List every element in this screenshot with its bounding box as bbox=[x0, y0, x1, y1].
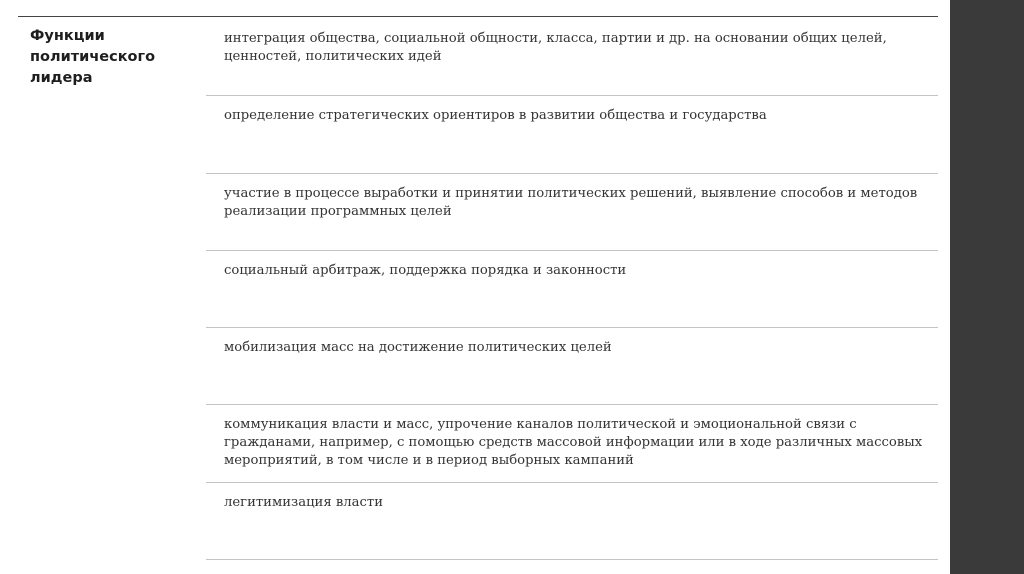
table-heading: Функции политического лидера bbox=[30, 28, 156, 86]
top-rule bbox=[18, 16, 938, 17]
list-item: легитимизация власти bbox=[206, 483, 938, 560]
list-item: участие в процессе выработки и принятии политических решений, выявление способов и методов реализации программных целей bbox=[206, 174, 938, 251]
list-item: интеграция общества, социальной общности, класса, партии и др. на основании общих целей, ценностей, политических идей bbox=[206, 19, 938, 96]
slide-side-bar bbox=[950, 0, 1024, 574]
list-item: коммуникация власти и масс, упрочение каналов политической и эмоциональной связи с гражданами, например, с помощью средств массовой информации или в ходе различных массовых мероприятий, в том числе и в период выборных кампаний bbox=[206, 405, 938, 482]
functions-list bbox=[206, 19, 938, 560]
list-item: социальный арбитраж, поддержка порядка и законности bbox=[206, 251, 938, 328]
list-item: мобилизация масс на достижение политических целей bbox=[206, 328, 938, 405]
list-item: определение стратегических ориентиров в развитии общества и государства bbox=[206, 96, 938, 173]
